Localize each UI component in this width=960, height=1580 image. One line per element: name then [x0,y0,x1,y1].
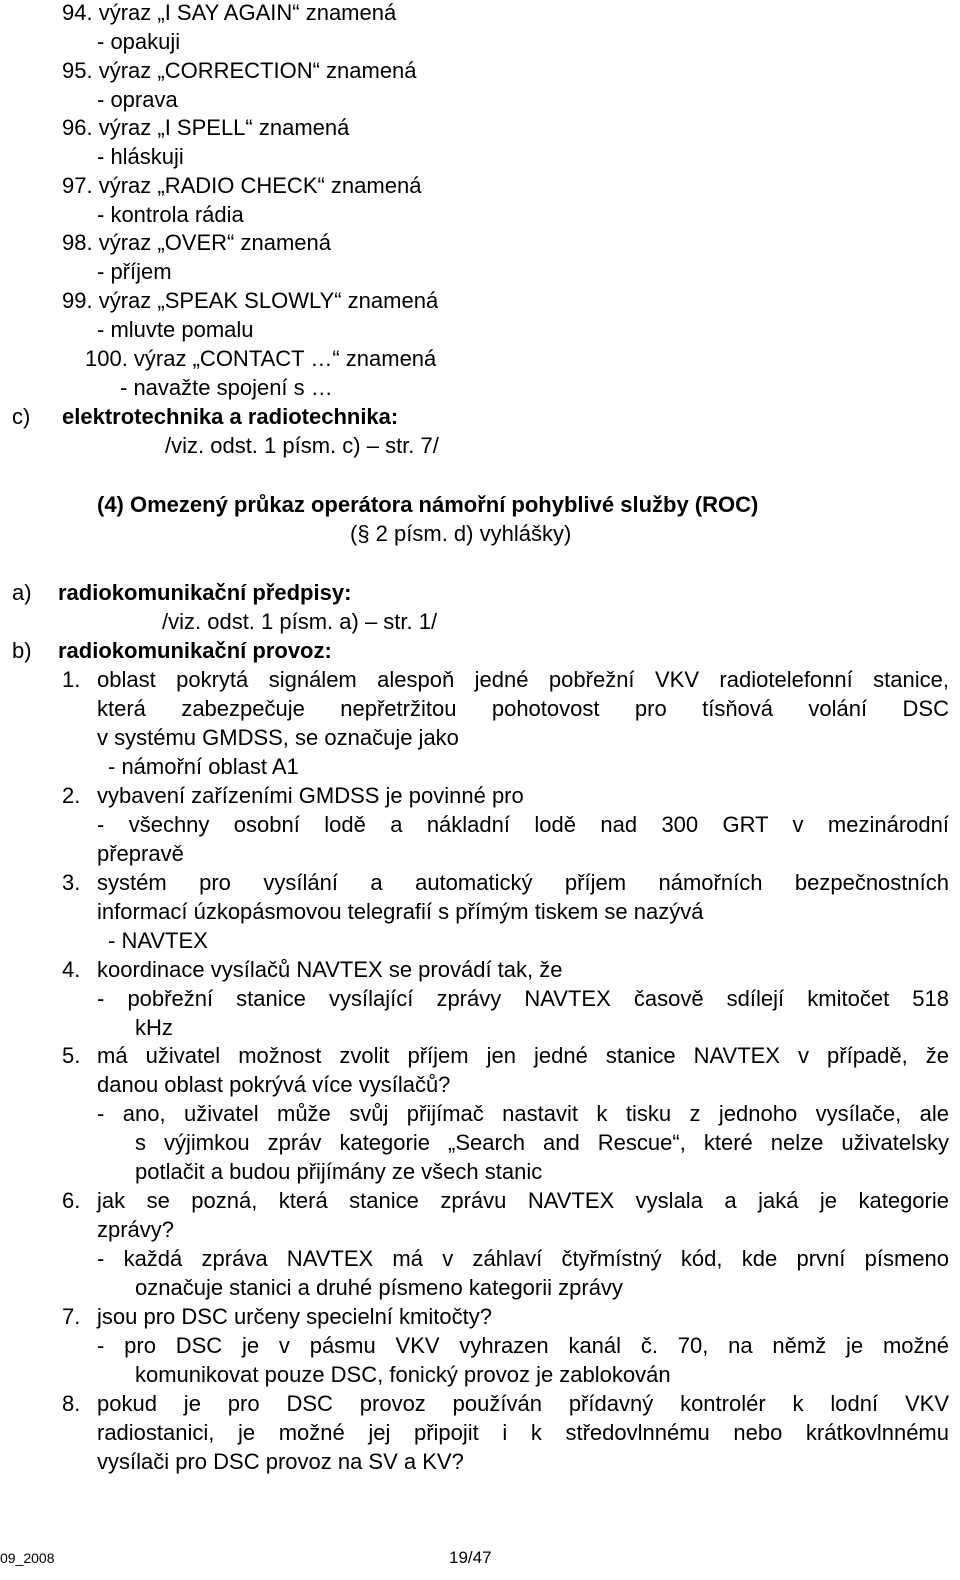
q5-answer-2: s výjimkou zpráv kategorie „Search and Rescue“, které nelze uživatelsky [135,1130,949,1155]
q7-number: 7. [62,1304,81,1329]
section-a-title: radiokomunikační předpisy: [58,580,352,605]
q3-line-2: informací úzkopásmovou telegrafií s přímým tiskem se nazývá [97,899,704,924]
item-96-answer: - hláskuji [97,144,184,169]
q7-answer-1: - pro DSC je v pásmu VKV vyhrazen kanál č. 70, na němž je možné [97,1333,949,1358]
section-c-letter: c) [12,404,31,429]
item-99-title: 99. výraz „SPEAK SLOWLY“ znamená [62,288,439,313]
item-99-answer: - mluvte pomalu [97,317,254,342]
q1-number: 1. [62,667,81,692]
section-a-letter: a) [12,580,32,605]
section-b-letter: b) [12,638,32,663]
q2-answer-2: přepravě [97,841,184,866]
q4-line-1: koordinace vysílačů NAVTEX se provádí tak, že [97,957,563,982]
q4-answer-1: - pobřežní stanice vysílající zprávy NAVTEX časově sdílejí kmitočet 518 [97,986,949,1011]
q1-line-2: která zabezpečuje nepřetržitou pohotovost pro tísňová volání DSC [97,696,949,721]
item-96-title: 96. výraz „I SPELL“ znamená [62,115,350,140]
q5-line-2: danou oblast pokrývá více vysílačů? [97,1072,451,1097]
item-97-title: 97. výraz „RADIO CHECK“ znamená [62,173,422,198]
q4-answer-2: kHz [135,1015,173,1040]
item-94-answer: - opakuji [97,29,181,54]
q6-line-1: jak se pozná, která stanice zprávu NAVTEX vyslala a jaká je kategorie [97,1188,949,1213]
section-b-title: radiokomunikační provoz: [58,638,332,663]
item-98-title: 98. výraz „OVER“ znamená [62,230,331,255]
item-94-title: 94. výraz „I SAY AGAIN“ znamená [62,0,397,25]
q6-answer-1: - každá zpráva NAVTEX má v záhlaví čtyřmístný kód, kde první písmeno [97,1246,949,1271]
q2-answer-1: - všechny osobní lodě a nákladní lodě nad 300 GRT v mezinárodní [97,812,949,837]
section-c-ref: /viz. odst. 1 písm. c) – str. 7/ [165,433,439,458]
item-100-answer: - navažte spojení s … [120,375,333,400]
item-100-title: 100. výraz „CONTACT …“ znamená [85,346,437,371]
q6-number: 6. [62,1188,81,1213]
q5-answer-1: - ano, uživatel může svůj přijímač nastavit k tisku z jednoho vysílače, ale [97,1101,949,1126]
item-95-answer: - oprava [97,87,178,112]
q2-number: 2. [62,783,81,808]
section-c-title: elektrotechnika a radiotechnika: [62,404,399,429]
q5-line-1: má uživatel možnost zvolit příjem jen jedné stanice NAVTEX v případě, že [97,1043,949,1068]
item-97-answer: - kontrola rádia [97,202,244,227]
q8-line-2: radiostanici, je možné jej připojit i k středovlnnému nebo krátkovlnnému [97,1420,949,1445]
q7-answer-2: komunikovat pouze DSC, fonický provoz je zablokován [135,1362,671,1387]
section-a-ref: /viz. odst. 1 písm. a) – str. 1/ [162,609,438,634]
item-95-title: 95. výraz „CORRECTION“ znamená [62,58,417,83]
section-heading-sub: (§ 2 písm. d) vyhlášky) [350,521,572,546]
q7-line-1: jsou pro DSC určeny specielní kmitočty? [97,1304,492,1329]
q6-answer-2: označuje stanici a druhé písmeno kategorii zprávy [135,1275,623,1300]
q4-number: 4. [62,957,81,982]
q1-answer: - námořní oblast A1 [108,754,299,779]
section-heading: (4) Omezený průkaz operátora námořní pohyblivé služby (ROC) [97,492,759,517]
q5-answer-3: potlačit a budou přijímány ze všech stanic [135,1159,543,1184]
q1-line-3: v systému GMDSS, se označuje jako [97,725,459,750]
q8-line-3: vysílači pro DSC provoz na SV a KV? [97,1449,464,1474]
q3-number: 3. [62,870,81,895]
item-98-answer: - příjem [97,259,172,284]
q2-line-1: vybavení zařízeními GMDSS je povinné pro [97,783,524,808]
q8-line-1: pokud je pro DSC provoz používán přídavný kontrolér k lodní VKV [97,1391,949,1416]
footer-code: 09_2008 [0,1550,55,1566]
q5-number: 5. [62,1043,81,1068]
page-number: 19/47 [449,1548,492,1567]
q6-line-2: zprávy? [97,1217,175,1242]
q3-line-1: systém pro vysílání a automatický příjem námořních bezpečnostních [97,870,949,895]
q1-line-1: oblast pokrytá signálem alespoň jedné pobřežní VKV radiotelefonní stanice, [97,667,949,692]
q3-answer: - NAVTEX [108,928,208,953]
q8-number: 8. [62,1391,81,1416]
